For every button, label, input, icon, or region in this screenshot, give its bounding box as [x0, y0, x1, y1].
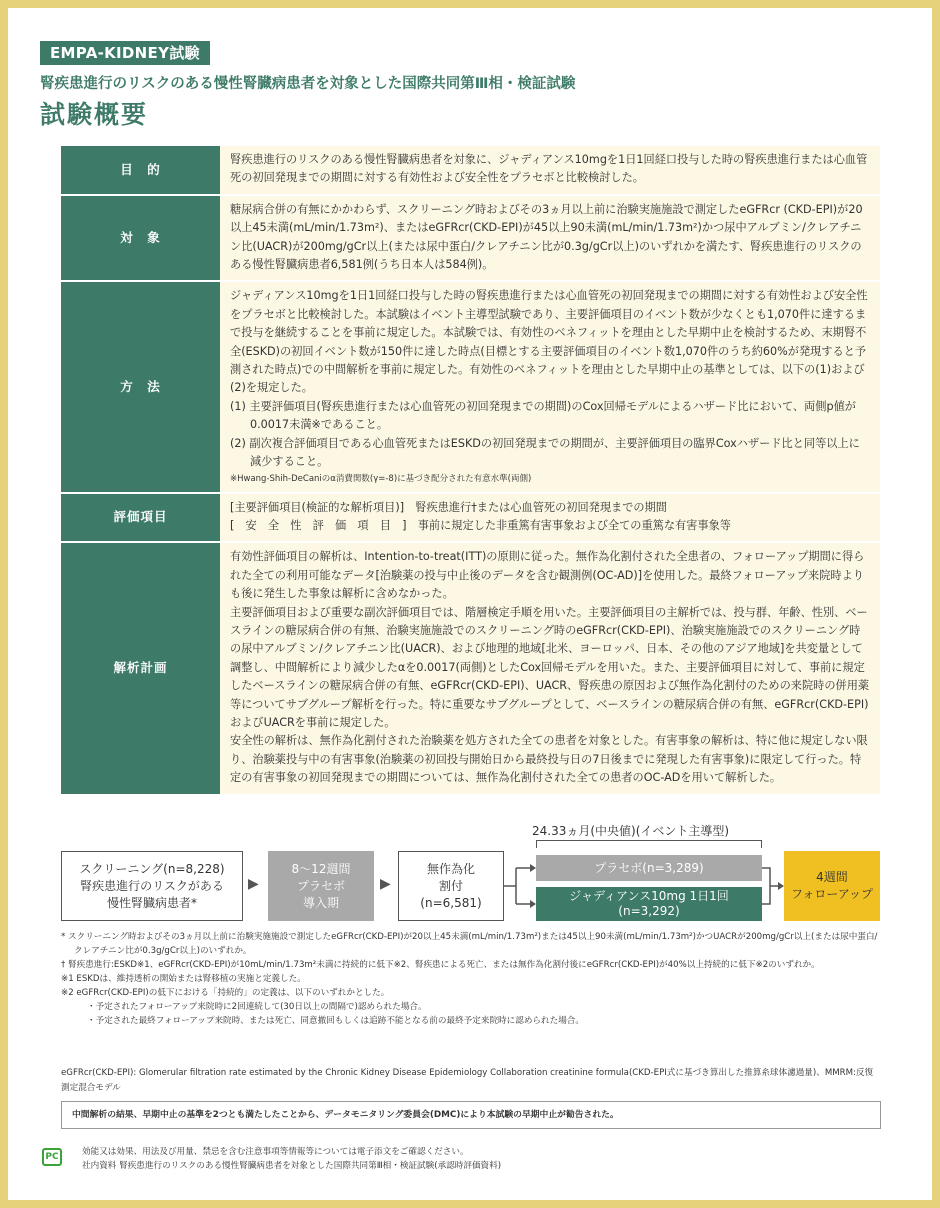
jardiance-arm-box	[536, 887, 762, 921]
interim-result-box: 中間解析の結果、早期中止の基準を2つとも満たしたことから、データモニタリング委員会(DMC)により本試験の早期中止が勧告された。	[61, 1101, 881, 1129]
endpoints-header: 評価項目	[61, 493, 220, 543]
merge-arrow-icon	[762, 860, 784, 912]
abbreviations: eGFRcr(CKD-EPI): Glomerular filtration rate estimated by the Chronic Kidney Disease Epidemiology Collaboration creatinine formula(CKD-EPI式に基づき算出した推算糸球体濾過量)、MMRM:反復測定混合モデル	[61, 1068, 874, 1093]
run-in-line-3: 導入期	[302, 895, 339, 910]
analysis-paragraph-2: 主要評価項目および重要な副次評価項目では、階層検定手順を用いた。主要評価項目の主解析では、投与群、年齢、性別、ベースラインの糖尿病合併の有無、治験実施施設でのスクリーニング時のeGFRcr(CKD-EPI)、治験実施施設でのスクリーニング時の尿中アルブミン/クレアチニン比(UACR)、および地理的地域[北米、ヨーロッパ、日本、その他のアジア地域]を共変量として調整し、中間解析により減少したαを0.0017(両側)としたCox回帰モデルを用いた。また、主要評価項目に対して、事前に規定したベースラインの糖尿病合併の有無、eGFRcr(CKD-EPI)、UACR、腎疾患の原因および無作為化割付のための来院時の併用薬等についてサブグループ解析を行った。特に重要なサブグループとして、ベースラインの糖尿病合併の有無、eGFRcr(CKD-EPI)およびUACRを事前に規定した。	[230, 605, 870, 729]
randomization-line-1: 無作為化	[426, 861, 475, 876]
screening-line-2: 腎疾患進行のリスクがある	[80, 878, 224, 893]
screening-line-3: 慢性腎臓病患者*	[106, 895, 197, 910]
safety-endpoint: [ 安 全 性 評 価 項 目 ] 事前に規定した非重篤有害事象および全ての重篤な有害事象等	[230, 518, 731, 532]
purpose-header: 目 的	[61, 146, 220, 195]
follow-up-line-1: 4週間	[816, 870, 848, 884]
methods-header: 方 法	[61, 281, 220, 492]
arrow-right-icon: ▶	[248, 876, 259, 892]
footnote-dagger: † 腎疾患進行:ESKD※1、eGFRcr(CKD-EPI)が10mL/min/1.73m²未満に持続的に低下※2、腎疾患による死亡、または無作為化割付後にeGFRcr(CKD-EPI)が40%以上持続的に低下※2のいずれか。	[61, 960, 820, 970]
run-in-line-1: 8〜12週間	[291, 861, 351, 876]
methods-criterion-1: (1) 主要評価項目(腎疾患進行または心血管死の初回発現までの期間)のCox回帰モデルによるハザード比において、両側p値が0.0017未満※であること。	[230, 399, 856, 432]
subjects-row	[61, 195, 880, 282]
randomization-line-2: 割付	[438, 878, 463, 893]
randomization-line-3: (n=6,581)	[420, 895, 482, 910]
purpose-text: 腎疾患進行のリスクのある慢性腎臓病患者を対象に、ジャディアンス10mgを1日1回経口投与した時の腎疾患進行または心血管死の初回発現までの期間に対する有効性および安全性をプラセボと比較検討した。	[220, 146, 880, 195]
jardiance-line-1: ジャディアンス10mg 1日1回	[569, 889, 729, 903]
pc-logo-icon: PC	[42, 1148, 62, 1166]
jardiance-line-2: (n=3,292)	[618, 904, 680, 918]
subjects-text: 糖尿病合併の有無にかかわらず、スクリーニング時およびその3ヵ月以上前に治験実施施設で測定したeGFRcr (CKD-EPI)が20以上45未満(mL/min/1.73m²)、またはeGFRcr(CKD-EPI)が45以上90未満(mL/min/1.73m²)かつ尿中アルブミン/クレアチニン比(UACR)が200mg/gCr以上(または尿中蛋白/クレアチニン比が0.3g/gCr以上)のいずれかを満たす、腎疾患進行のリスクのある慢性腎臓病患者6,581例(うち日本人は584例)。	[220, 195, 880, 282]
screening-line-1: スクリーニング(n=8,228)	[79, 861, 225, 876]
methods-note: ※Hwang-Shih-DeCaniのα消費関数(γ=-8)に基づき配分された有意水準(両側)	[230, 473, 532, 484]
subjects-header: 対 象	[61, 195, 220, 282]
footnote-asterisk: * スクリーニング時およびその3ヵ月以上前に治験実施施設で測定したeGFRcr(CKD-EPI)が20以上45未満(mL/min/1.73m²)または45以上90未満(mL/min/1.73m²)かつUACRが200mg/gCr以上(または尿中蛋白/クレアチニン比が0.3g/gCr以上)のいずれか。	[61, 932, 878, 956]
primary-endpoint: [主要評価項目(検証的な解析項目)] 腎疾患進行†または心血管死の初回発現までの期間	[230, 500, 667, 514]
footnotes	[61, 930, 881, 1028]
branch-arrow-icon	[504, 860, 536, 912]
methods-text: ジャディアンス10mgを1日1回経口投与した時の腎疾患進行または心血管死の初回発現までの期間に対する有効性および安全性をプラセボと比較検討した。本試験はイベント主導型試験であり、主要評価項目のイベント数が少なくとも1,070件に達するまで投与を継続することを事前に規定した。本試験では、有効性のベネフィットを理由とした早期中止を検討するため、末期腎不全(ESKD)の初回イベント数が150件に達した時点(目標とする主要評価項目のイベント数1,070件のうち約60%が発現すると予測された時点)での中間解析を事前に規定した。有効性のベネフィットを理由とした早期中止の基準としては、以下の(1)および(2)を規定した。	[230, 289, 868, 395]
study-subtitle: 腎疾患進行のリスクのある慢性腎臓病患者を対象とした国際共同第Ⅲ相・検証試験	[40, 76, 576, 92]
analysis-paragraph-1: 有効性評価項目の解析は、Intention-to-treat(ITT)の原則に従った。無作為化割付された全患者の、フォローアップ期間に得られた全ての利用可能なデータ[治験薬の投与中止後のデータを含む観測例(OC-AD)]を使用した。最終フォローアップ来院時よりも後に発生した事象は解析に含めなかった。	[230, 550, 865, 601]
endpoints-row	[61, 493, 880, 543]
footnote-2: ※2 eGFRcr(CKD-EPI)の低下における「持続的」の定義は、以下のいずれかとした。	[61, 988, 390, 998]
run-in-box	[268, 851, 374, 921]
bottom-notes	[82, 1145, 501, 1173]
methods-cell	[220, 281, 880, 492]
randomization-box	[398, 851, 504, 921]
placebo-arm-box: プラセボ(n=3,289)	[536, 855, 762, 881]
treatment-period-bracket	[536, 840, 762, 848]
study-overview-table	[61, 146, 880, 796]
endpoints-cell	[220, 493, 880, 543]
analysis-row	[61, 542, 880, 794]
bottom-note-2: 社内資料 腎疾患進行のリスクのある慢性腎臓病患者を対象とした国際共同第Ⅲ相・検証試験(承認時評価資料)	[82, 1161, 502, 1171]
page-title: 試験概要	[40, 100, 149, 129]
methods-row	[61, 281, 880, 492]
analysis-cell	[220, 542, 880, 794]
analysis-header: 解析計画	[61, 542, 220, 794]
purpose-row	[61, 146, 880, 195]
screening-box	[61, 851, 243, 921]
footnote-1: ※1 ESKDは、維持透析の開始または腎移植の実施と定義した。	[61, 974, 306, 984]
methods-criterion-2: (2) 副次複合評価項目である心血管死またはESKDの初回発現までの期間が、主要評価項目の臨界Coxハザード比と同等以上に減少すること。	[230, 436, 860, 469]
footnote-2-bullet-1: ・予定されたフォローアップ来院時に2回連続して(30日以上の間隔で)認められた場合。	[87, 1002, 427, 1012]
bottom-note-1: 効能又は効果、用法及び用量、禁忌を含む注意事項等情報等については電子添文をご確認ください。	[82, 1147, 469, 1157]
analysis-paragraph-3: 安全性の解析は、無作為化割付された治験薬を処方された全ての患者を対象とした。有害事象の解析は、特に他に規定しない限り、治験薬投与中の有害事象(治験薬の初回投与開始日から最終投与日の7日後までに発現した有害事象)に限定して行った。特定の有害事象の初回発現までの期間については、無作為化割付された全ての患者のOC-ADを用いて解析した。	[230, 734, 868, 785]
arrow-right-icon: ▶	[380, 876, 391, 892]
study-badge: EMPA-KIDNEY試験	[40, 41, 210, 65]
footnote-2-bullet-2: ・予定された最終フォローアップ来院時、または死亡、同意撤回もしくは追跡不能となる前の最終予定来院時に認められた場合。	[87, 1016, 584, 1026]
follow-up-line-2: フォローアップ	[791, 887, 873, 901]
document-page	[8, 8, 932, 1200]
median-duration-label: 24.33ヵ月(中央値)(イベント主導型)	[532, 824, 730, 838]
follow-up-box	[784, 851, 880, 921]
run-in-line-2: プラセボ	[296, 878, 345, 893]
